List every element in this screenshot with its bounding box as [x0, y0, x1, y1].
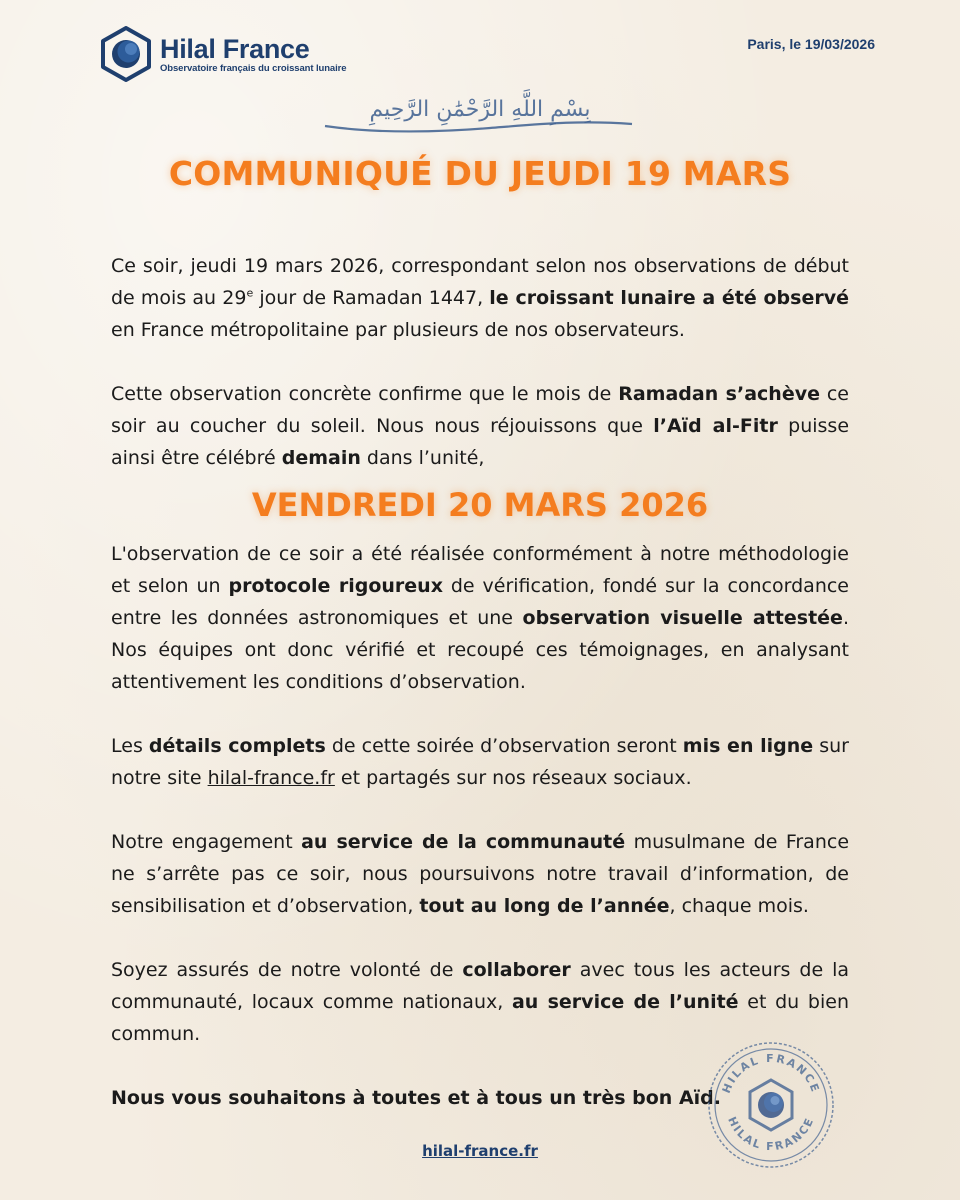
stamp-text-bottom: HILAL FRANCE: [725, 1114, 817, 1154]
paragraph-5: Notre engagement au service de la communauté musulmane de France ne s’arrête pas ce soir, nous poursuivons notre travail d’information, de sensibilisation et d’observation, tout au long de l’année, chaque mois.: [111, 831, 850, 917]
page-title: COMMUNIQUÉ DU JEUDI 19 MARS: [168, 154, 792, 193]
paragraph-3: L'observation de ce soir a été réalisée conformément à notre méthodologie et selon un protocole rigoureux de vérification, fondé sur la concordance entre les données astronomiques et une observation visuelle attestée. Nos équipes ont donc vérifié et recoupé ces témoignages, en analysant attentivement les conditions d’observation.: [111, 543, 849, 693]
footer-link[interactable]: hilal-france.fr: [422, 1142, 538, 1160]
paragraph-2: Cette observation concrète confirme que le mois de Ramadan s’achève ce soir au coucher du soleil. Nous nous réjouissons que l’Aïd al-Fitr puisse ainsi être célébré demain dans l’unité,: [111, 383, 850, 469]
closing-wish: Nous vous souhaitons à toutes et à tous un très bon Aïd.: [111, 1087, 721, 1109]
brand-name: Hilal France: [160, 33, 310, 64]
svg-text:HILAL FRANCE: [725, 1115, 817, 1153]
site-link[interactable]: hilal-france.fr: [207, 767, 335, 789]
eid-date-headline: VENDREDI 20 MARS 2026: [251, 486, 709, 524]
hilal-france-stamp: [706, 1040, 836, 1170]
paragraph-1: Ce soir, jeudi 19 mars 2026, correspondant selon nos observations de début de mois au 29e jour de Ramadan 1447, le croissant lunaire a été observé en France métropolitaine par plusieurs de nos observateurs.: [111, 255, 849, 341]
document-date: Paris, le 19/03/2026: [747, 36, 875, 52]
brand-tagline: Observatoire français du croissant lunaire: [160, 62, 347, 74]
stamp-text-top: HILAL FRANCE: [719, 1051, 823, 1096]
svg-text:HILAL FRANCE: [720, 1052, 822, 1095]
basmala-text: بِسْمِ اللَّهِ الرَّحْمَٰنِ الرَّحِيمِ: [369, 97, 591, 122]
paragraph-6: Soyez assurés de notre volonté de collaborer avec tous les acteurs de la communauté, locaux comme nationaux, au service de l’unité et du bien commun.: [111, 959, 850, 1045]
basmala-calligraphy: [320, 88, 640, 138]
brand-logo: [100, 26, 346, 82]
paragraph-4: Les détails complets de cette soirée d’observation seront mis en ligne sur notre site hilal-france.fr et partagés sur nos réseaux sociaux.: [111, 735, 849, 789]
hexagon-moon-icon: [100, 26, 152, 82]
